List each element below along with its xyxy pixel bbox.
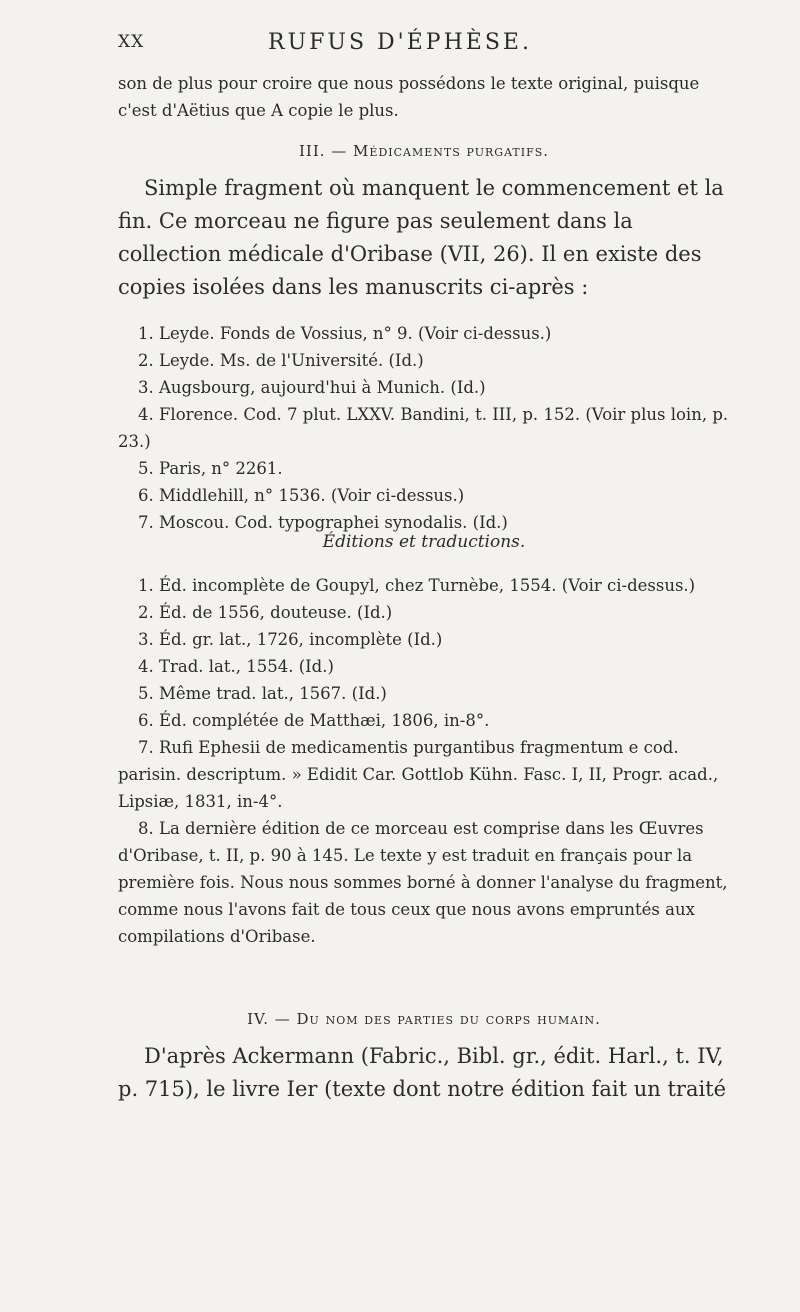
section-3-heading-block bbox=[118, 142, 730, 160]
section-3-paragraph: Simple fragment où manquent le commencement et la fin. Ce morceau ne figure pas seulement dans la collection médicale d'Oribase (VII, 26). Il en existe des copies isolées dans les manuscrits ci-après : bbox=[118, 176, 724, 299]
edition-item: 6. Éd. complétée de Matthæi, 1806, in-8°. bbox=[138, 711, 490, 730]
section-4-block bbox=[118, 1040, 730, 1106]
manuscript-item: 3. Augsbourg, aujourd'hui à Munich. (Id.) bbox=[138, 378, 486, 397]
section-4-heading: IV. — Du nom des parties du corps humain. bbox=[247, 1010, 601, 1028]
edition-item: 2. Éd. de 1556, douteuse. (Id.) bbox=[138, 603, 393, 622]
manuscript-item: 2. Leyde. Ms. de l'Université. (Id.) bbox=[138, 351, 424, 370]
manuscript-item: 7. Moscou. Cod. typographei synodalis. (Id.) bbox=[138, 513, 508, 532]
editions-heading-block bbox=[118, 532, 730, 552]
running-title: RUFUS D'ÉPHÈSE. bbox=[268, 30, 532, 55]
section-4-heading-block bbox=[118, 1010, 730, 1028]
edition-item: 5. Même trad. lat., 1567. (Id.) bbox=[138, 684, 387, 703]
manuscript-item: 6. Middlehill, n° 1536. (Voir ci-dessus.) bbox=[138, 486, 465, 505]
section-3-heading: III. — Médicaments purgatifs. bbox=[298, 142, 550, 160]
manuscript-item: 1. Leyde. Fonds de Vossius, n° 9. (Voir ci-dessus.) bbox=[138, 324, 552, 343]
edition-item: 1. Éd. incomplète de Goupyl, chez Turnèbe, 1554. (Voir ci-dessus.) bbox=[138, 576, 696, 595]
manuscript-list bbox=[118, 320, 730, 536]
running-head bbox=[118, 28, 682, 58]
editions-list bbox=[118, 572, 730, 950]
page-number: XX bbox=[118, 32, 145, 52]
edition-item: 8. La dernière édition de ce morceau est comprise dans les Œuvres d'Oribase, t. II, p. 90 à 145. Le texte y est traduit en français pour la première fois. Nous nous sommes borné à donner l'analyse du fragment, comme nous l'avons fait de tous ceux que nous avons empruntés aux compilations d'Oribase. bbox=[118, 819, 728, 946]
edition-item: 4. Trad. lat., 1554. (Id.) bbox=[138, 657, 334, 676]
edition-item: 7. Rufi Ephesii de medicamentis purgantibus fragmentum e cod. parisin. descriptum. » Edidit Car. Gottlob Kühn. Fasc. I, II, Progr. acad., Lipsiæ, 1831, in-4°. bbox=[118, 738, 719, 811]
intro-paragraph: son de plus pour croire que nous possédons le texte original, puisque c'est d'Aëtius que A copie le plus. bbox=[118, 74, 700, 120]
manuscript-item: 4. Florence. Cod. 7 plut. LXXV. Bandini, t. III, p. 152. (Voir plus loin, p. 23.) bbox=[118, 405, 729, 451]
manuscript-item: 5. Paris, n° 2261. bbox=[138, 459, 283, 478]
editions-heading: Éditions et traductions. bbox=[322, 532, 526, 552]
section-4-paragraph: D'après Ackermann (Fabric., Bibl. gr., édit. Harl., t. IV, p. 715), le livre Ier (texte dont notre édition fait un traité bbox=[118, 1044, 727, 1101]
edition-item: 3. Éd. gr. lat., 1726, incomplète (Id.) bbox=[138, 630, 443, 649]
section-3-intro-block bbox=[118, 172, 730, 304]
intro-block bbox=[118, 70, 730, 124]
